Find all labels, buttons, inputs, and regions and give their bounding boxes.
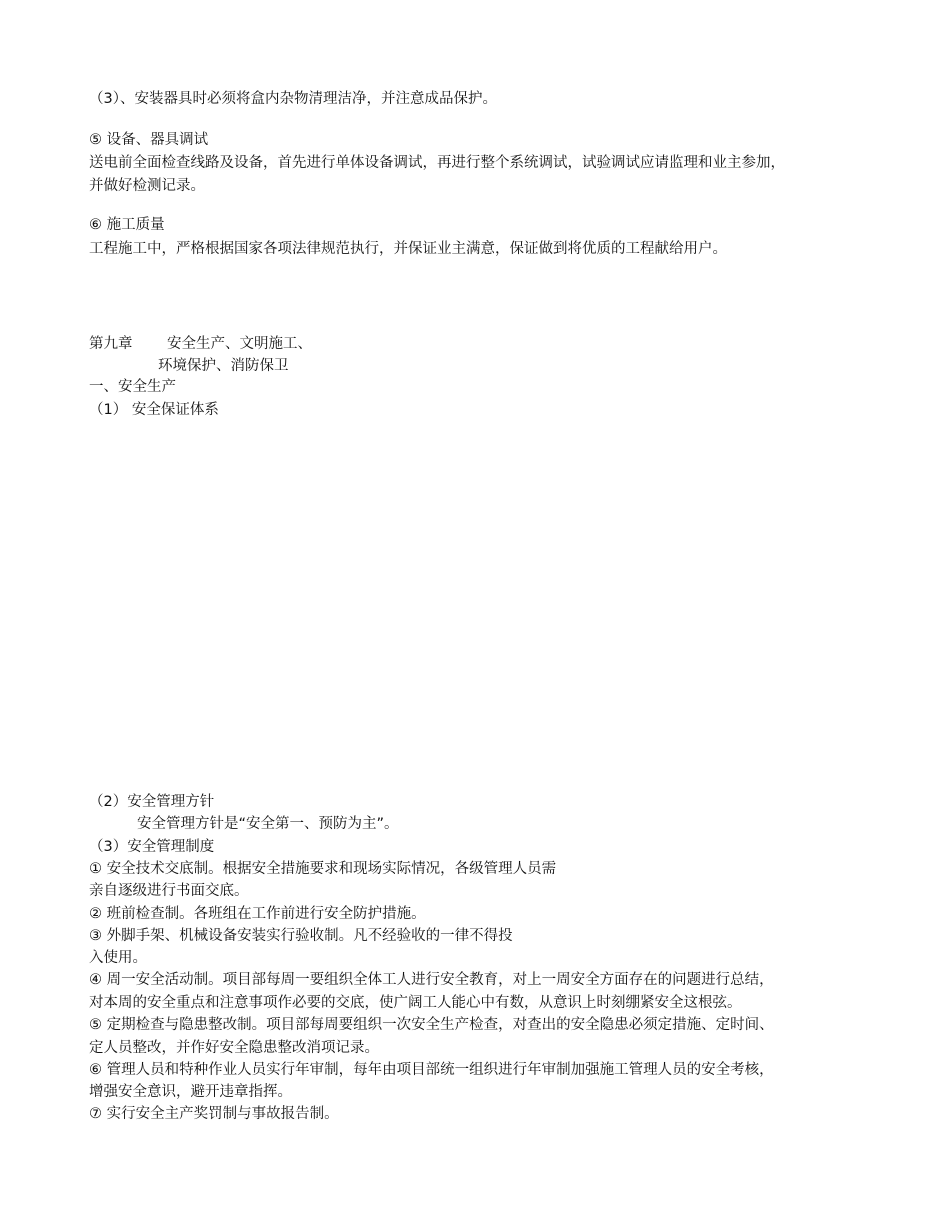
rule1-line1: ① 安全技术交底制。根据安全措施要求和现场实际情况，各级管理人员需 (89, 861, 557, 877)
item5-text-line1: 送电前全面检查线路及设备，首先进行单体设备调试，再进行整个系统调试，试验调试应请监理和业主参加， (89, 155, 785, 171)
chapter-heading (89, 334, 312, 354)
chapter-title-line1: 安全生产、文明施工、 (167, 336, 312, 352)
chapter-title-line2: 环境保护、消防保卫 (158, 358, 289, 374)
item6-text-line1: 工程施工中，严格根据国家各项法律规范执行，并保证业主满意，保证做到将优质的工程献给用户。 (89, 241, 727, 257)
rule5-line1: ⑤ 定期检查与隐患整改制。项目部每周要组织一次安全生产检查，对查出的安全隐患必须定措施、定时间、 (89, 1017, 774, 1033)
item6-title: ⑥ 施工质量 (89, 217, 165, 233)
rule7: ⑦ 实行安全主产奖罚制与事故报告制。 (89, 1106, 339, 1122)
rule1-line2: 亲自逐级进行书面交底。 (89, 883, 249, 899)
rule5-line2: 定人员整改，并作好安全隐患整改消项记录。 (89, 1040, 379, 1056)
item5-title: ⑤ 设备、器具调试 (89, 132, 209, 148)
section1-heading: 一、安全生产 (89, 379, 176, 395)
item3-text: （3）、安装器具时必须将盒内杂物清理洁净，并注意成品保护。 (89, 91, 497, 107)
sub1-heading: （1） 安全保证体系 (89, 402, 219, 418)
rule4-line2: 对本周的安全重点和注意事项作必要的交底，使广阔工人能心中有数，从意识上时刻绷紧安全这根弦。 (89, 995, 742, 1011)
rule3-line1: ③ 外脚手架、机械设备安装实行验收制。凡不经验收的一律不得投 (89, 928, 513, 944)
rule4-line1: ④ 周一安全活动制。项目部每周一要组织全体工人进行安全教育，对上一周安全方面存在的问题进行总结， (89, 972, 774, 988)
rule6-line1: ⑥ 管理人员和特种作业人员实行年审制，每年由项目部统一组织进行年审制加强施工管理人员的安全考核， (89, 1062, 774, 1078)
rule6-line2: 增强安全意识，避开违章指挥。 (89, 1084, 292, 1100)
item5-text-line2: 并做好检测记录。 (89, 178, 205, 194)
rule2: ② 班前检查制。各班组在工作前进行安全防护措施。 (89, 906, 426, 922)
rule3-line2: 入使用。 (89, 950, 147, 966)
policy-text: 安全管理方针是“安全第一、预防为主”。 (137, 816, 399, 832)
sub3-heading: （3）安全管理制度 (89, 839, 215, 855)
chapter-number: 第九章 (89, 336, 133, 352)
sub2-heading: （2）安全管理方针 (89, 794, 215, 810)
